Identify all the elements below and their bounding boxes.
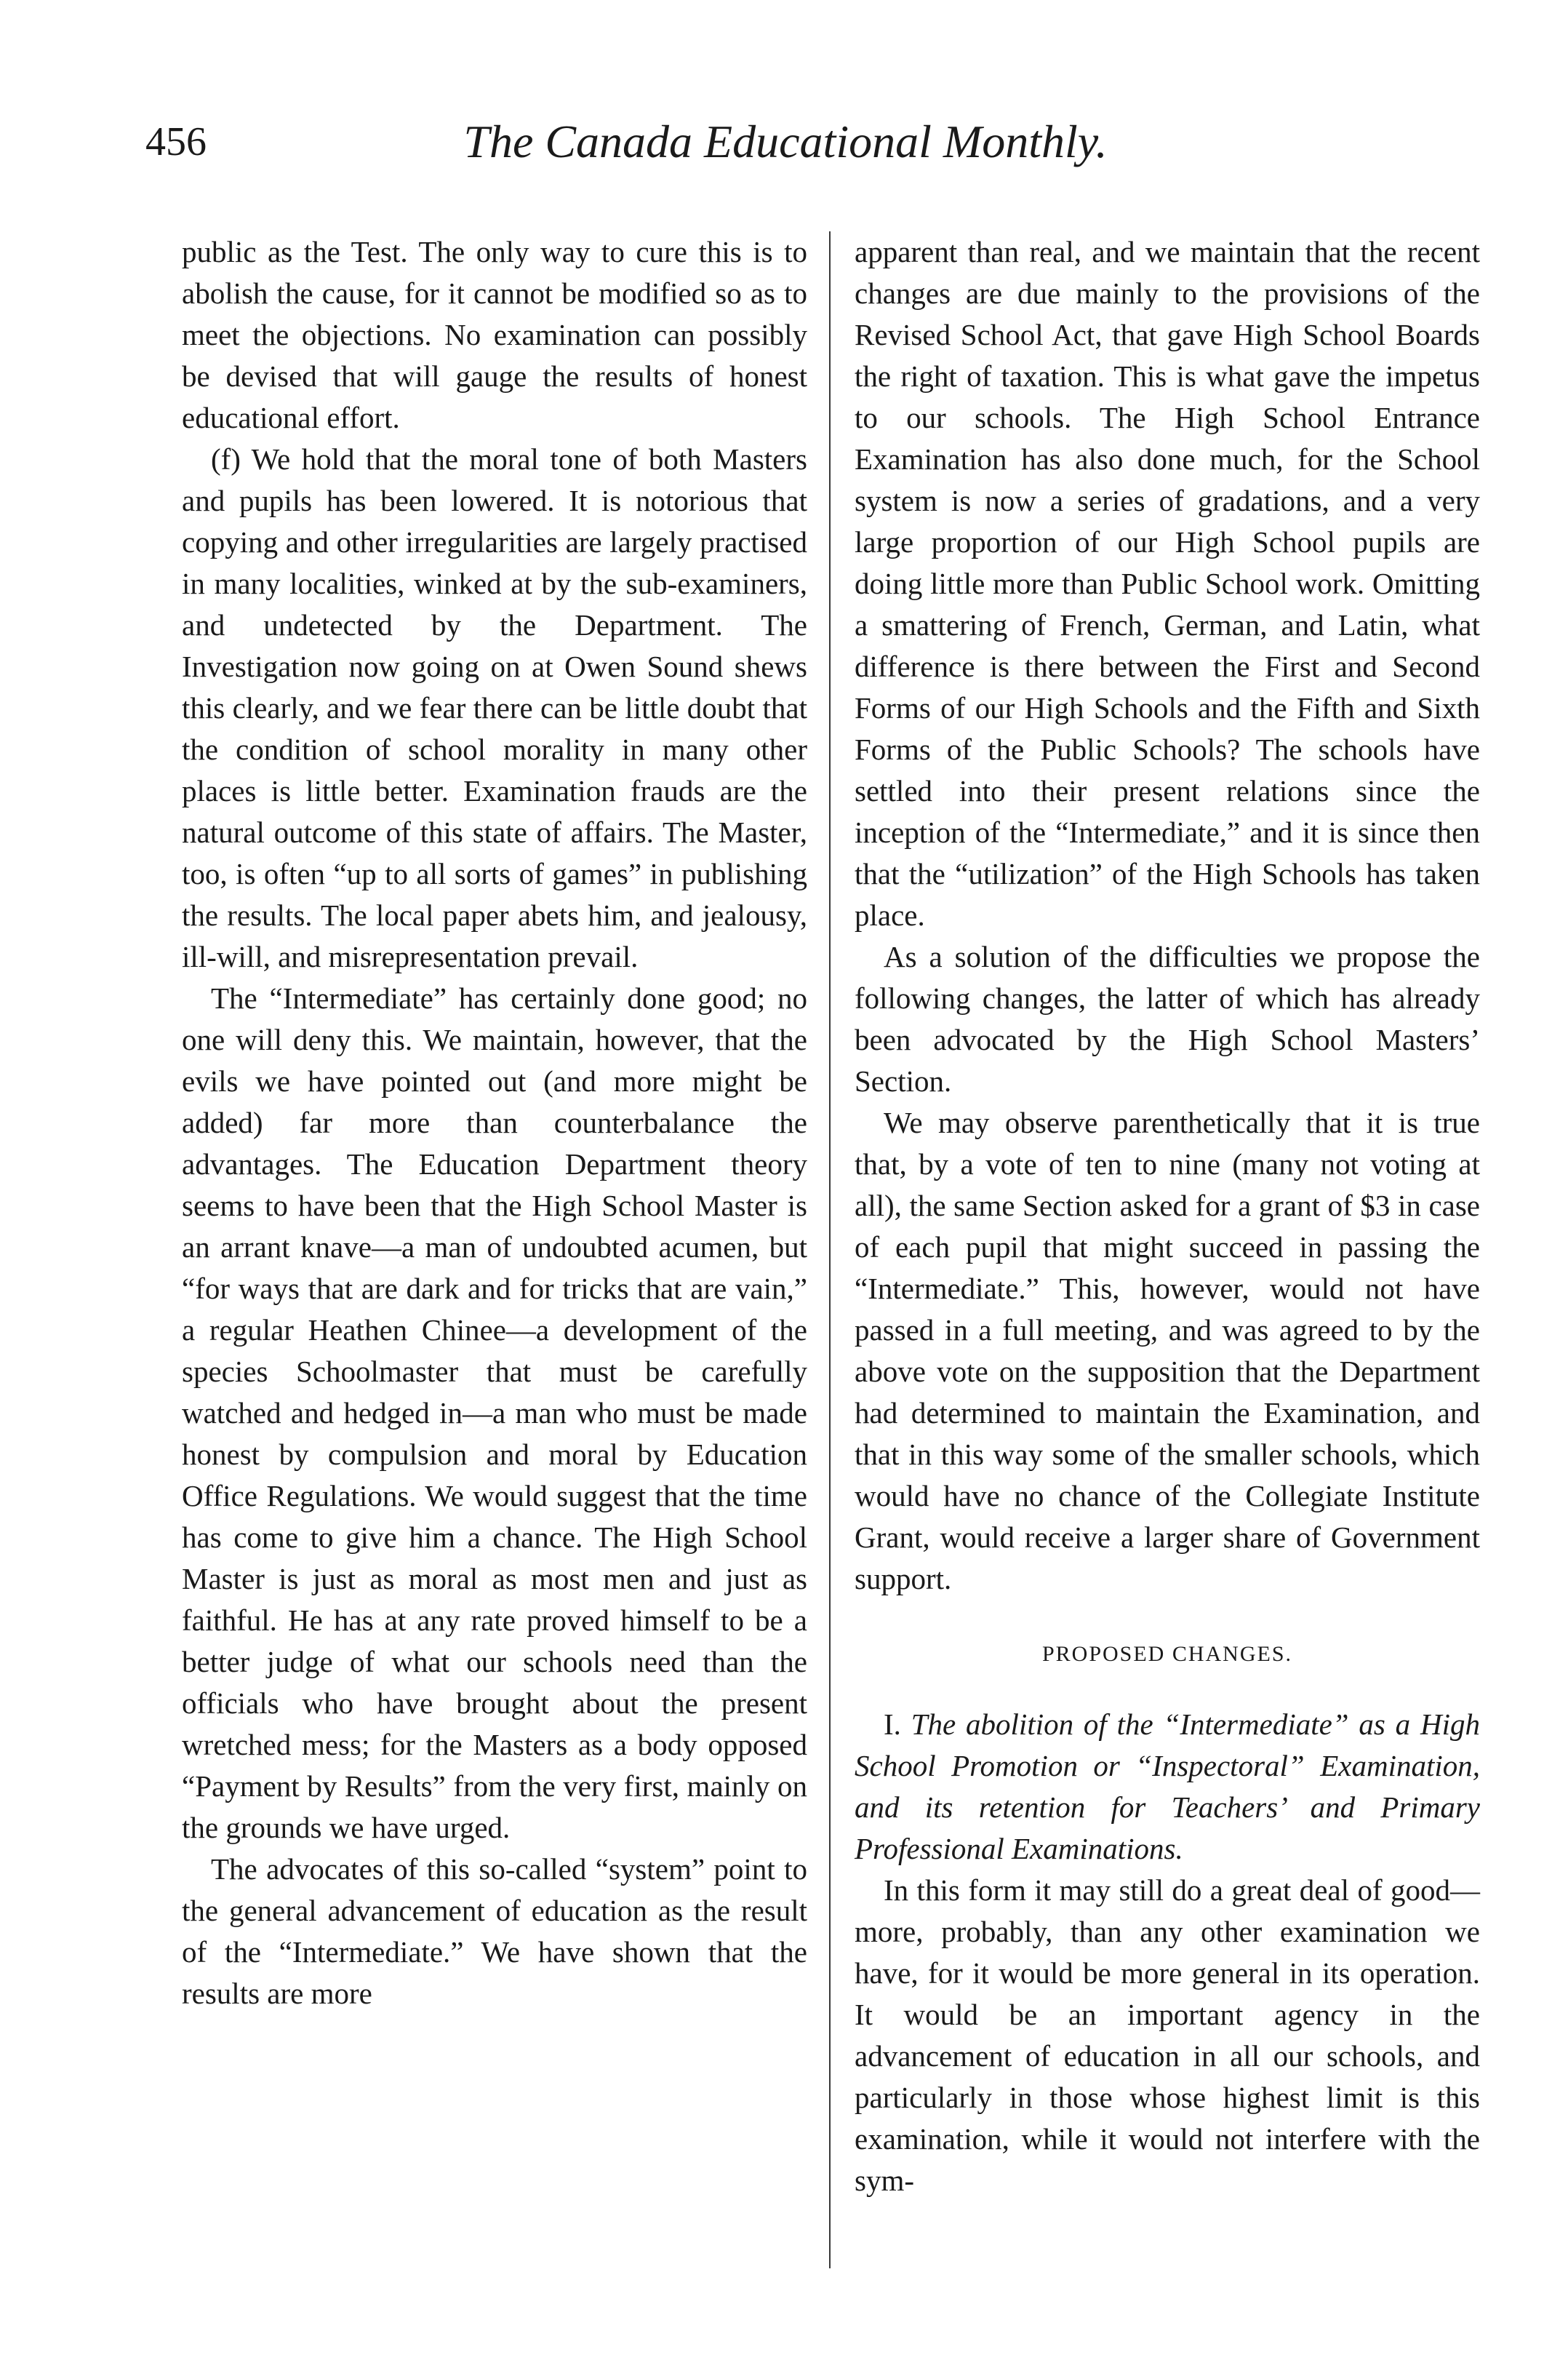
proposal-item-title: The abolition of the “Intermediate” as a High School Promotion or “Inspectoral” Examination, and its retention for Teachers’ and Primary Professional Examinations.: [855, 1707, 1480, 1865]
running-title: The Canada Educational Monthly.: [463, 116, 1108, 167]
left-paragraph-3: The “Intermediate” has certainly done good; no one will deny this. We maintain, however, that the evils we have pointed out (and more might be added) far more than counterbalance the advantages. The Education Department theory seems to have been that the High School Master is an arrant knave—a man of undoubted acumen, but “for ways that are dark and for tricks that are vain,” a regular Heathen Chinee—a development of the species Schoolmaster that must be carefully watched and hedged in—a man who must be made honest by compulsion and moral by Education Office Regulations. We would suggest that the time has come to give him a chance. The High School Master is just as moral as most men and just as faithful. He has at any rate proved himself to be a better judge of what our schools need than the officials who have brought about the present wretched mess; for the Masters as a body opposed “Payment by Results” from the very first, mainly on the grounds we have urged.: [182, 981, 807, 1844]
right-column: [855, 231, 1480, 2201]
proposal-item: [855, 1704, 1480, 1870]
right-paragraph-4: In this form it may still do a great deal of good—more, probably, than any other examination we have, for it would be more general in its operation. It would be an important agency in the advancement of education in all our schools, and particularly in those whose highest limit is this examination, while it would not interfere with the sym-: [855, 1873, 1480, 2197]
proposal-item-number: I.: [884, 1707, 901, 1741]
right-paragraph-3: We may observe parenthetically that it is true that, by a vote of ten to nine (many not voting at all), the same Section asked for a grant of $3 in case of each pupil that might succeed in passing the “Intermediate.” This, however, would not have passed in a full meeting, and was agreed to by the above vote on the supposition that the Department had determined to maintain the Examination, and that in this way some of the smaller schools, which would have no chance of the Collegiate Institute Grant, would receive a larger share of Government support.: [855, 1106, 1480, 1595]
left-column: [182, 231, 807, 2014]
left-paragraph-2: (f) We hold that the moral tone of both Masters and pupils has been lowered. It is notorious that copying and other irregularities are largely practised in many localities, winked at by the sub-examiners, and undetected by the Department. The Investigation now going on at Owen Sound shews this clearly, and we fear there can be little doubt that the condition of school morality in many other places is little better. Examination frauds are the natural outcome of this state of affairs. The Master, too, is often “up to all sorts of games” in publishing the results. The local paper abets him, and jealousy, ill-will, and misrepresentation prevail.: [182, 442, 807, 973]
section-heading: PROPOSED CHANGES.: [1041, 1642, 1293, 1666]
page-header: [145, 109, 1425, 175]
left-paragraph-1: public as the Test. The only way to cure this is to abolish the cause, for it cannot be modified so as to meet the objections. No examination can possibly be devised that will gauge the results of honest educational effort.: [182, 235, 807, 434]
column-divider: [829, 231, 831, 2268]
right-paragraph-1: apparent than real, and we maintain that the recent changes are due mainly to the provisions of the Revised School Act, that gave High School Boards the right of taxation. This is what gave the impetus to our schools. The High School Entrance Examination has also done much, for the School system is now a series of gradations, and a very large proportion of our High School pupils are doing little more than Public School work. Omitting a smattering of French, German, and Latin, what difference is there between the First and Second Forms of our High Schools and the Fifth and Sixth Forms of the Public Schools? The schools have settled into their present relations since the inception of the “Intermediate,” and it is since then that the “utilization” of the High Schools has taken place.: [855, 235, 1480, 932]
page-number: 456: [145, 119, 207, 164]
right-paragraph-2: As a solution of the difficulties we propose the following changes, the latter of which has already been advocated by the High School Masters’ Section.: [855, 940, 1480, 1098]
left-paragraph-4: The advocates of this so-called “system” point to the general advancement of education as the result of the “Intermediate.” We have shown that the results are more: [182, 1852, 807, 2010]
